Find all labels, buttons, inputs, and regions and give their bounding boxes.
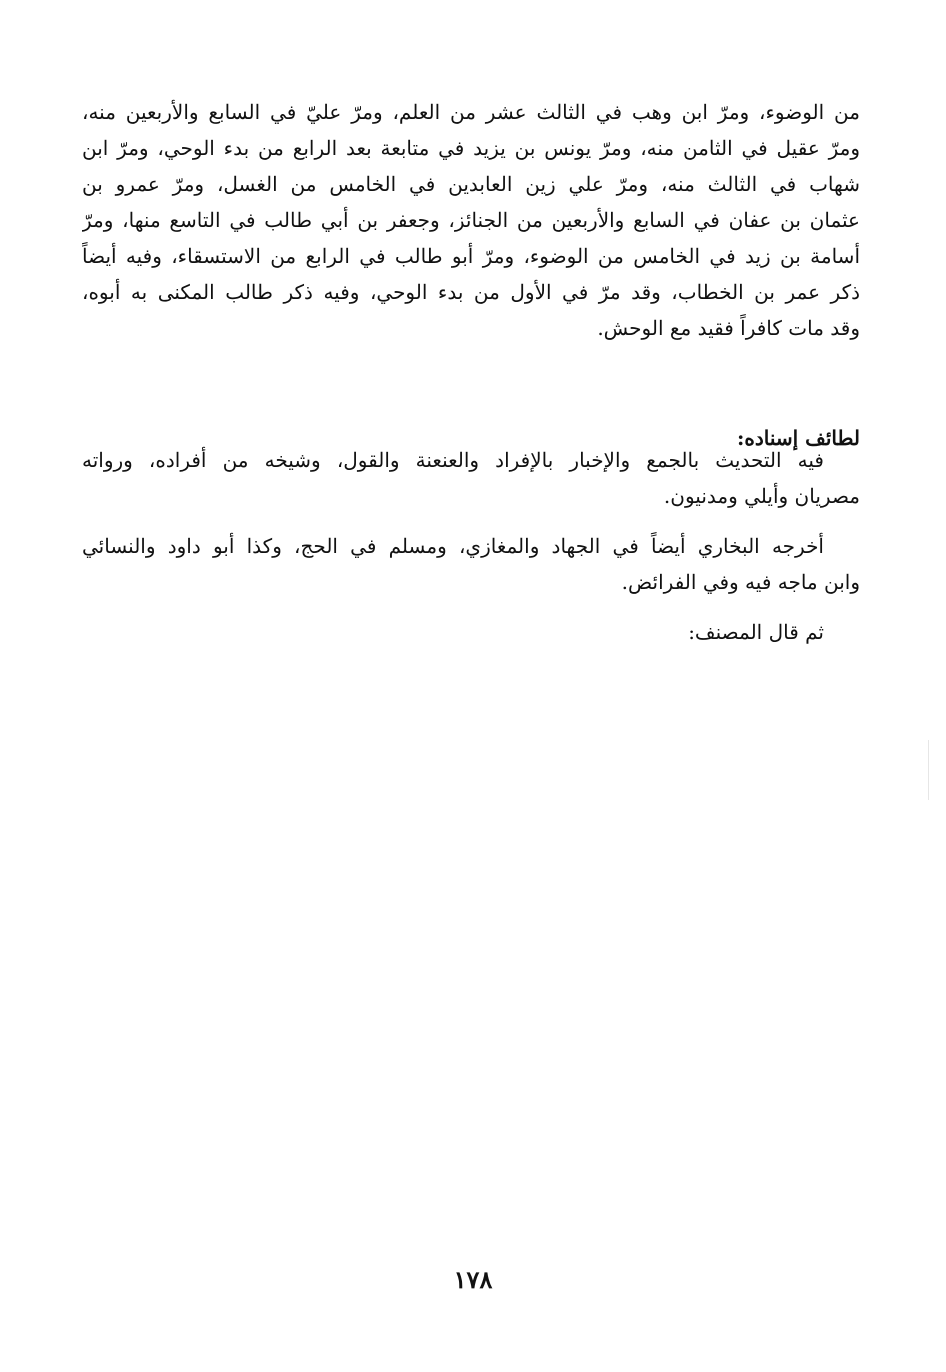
page-number: ١٧٨ bbox=[453, 1265, 493, 1294]
text-line: أسامة بن زيد في الخامس من الوضوء، ومرّ أبو طالب في الرابع من الاستسقاء، وفيه أيضاً bbox=[82, 244, 860, 268]
paragraph-takhrij bbox=[82, 528, 860, 600]
text-line: ثم قال المصنف: bbox=[688, 620, 824, 644]
text-line: فيه التحديث بالجمع والإخبار بالإفراد والعنعنة والقول، وشيخه من أفراده، ورواته bbox=[82, 448, 824, 472]
text-line: وقد مات كافراً فقيد مع الوحش. bbox=[597, 316, 860, 340]
text-line: عثمان بن عفان في السابع والأربعين من الجنائز، وجعفر بن أبي طالب في التاسع منها، ومرّ bbox=[82, 208, 860, 232]
text-line: ومرّ عقيل في الثامن منه، ومرّ يونس بن يزيد في متابعة بعد الرابع من بدء الوحي، ومرّ ابن bbox=[82, 136, 860, 160]
paragraph-narrators bbox=[82, 94, 860, 346]
text-line: شهاب في الثالث منه، ومرّ علي زين العابدين في الخامس من الغسل، ومرّ عمرو بن bbox=[82, 172, 860, 196]
text-line: ذكر عمر بن الخطاب، وقد مرّ في الأول من بدء الوحي، وفيه ذكر طالب المكنى به أبوه، bbox=[82, 280, 860, 304]
text-line: مصريان وأيلي ومدنيون. bbox=[663, 484, 860, 508]
text-line: وابن ماجه فيه وفي الفرائض. bbox=[621, 570, 860, 594]
paragraph-isnad bbox=[82, 442, 860, 514]
section-heading: لطائف إسناده: bbox=[736, 426, 860, 450]
paragraph-transition bbox=[82, 614, 860, 650]
text-line: أخرجه البخاري أيضاً في الجهاد والمغازي، ومسلم في الحج، وكذا أبو داود والنسائي bbox=[82, 534, 824, 558]
scan-mark bbox=[928, 740, 929, 800]
text-line: من الوضوء، ومرّ ابن وهب في الثالث عشر من العلم، ومرّ عليّ في السابع والأربعين منه، bbox=[82, 100, 860, 124]
